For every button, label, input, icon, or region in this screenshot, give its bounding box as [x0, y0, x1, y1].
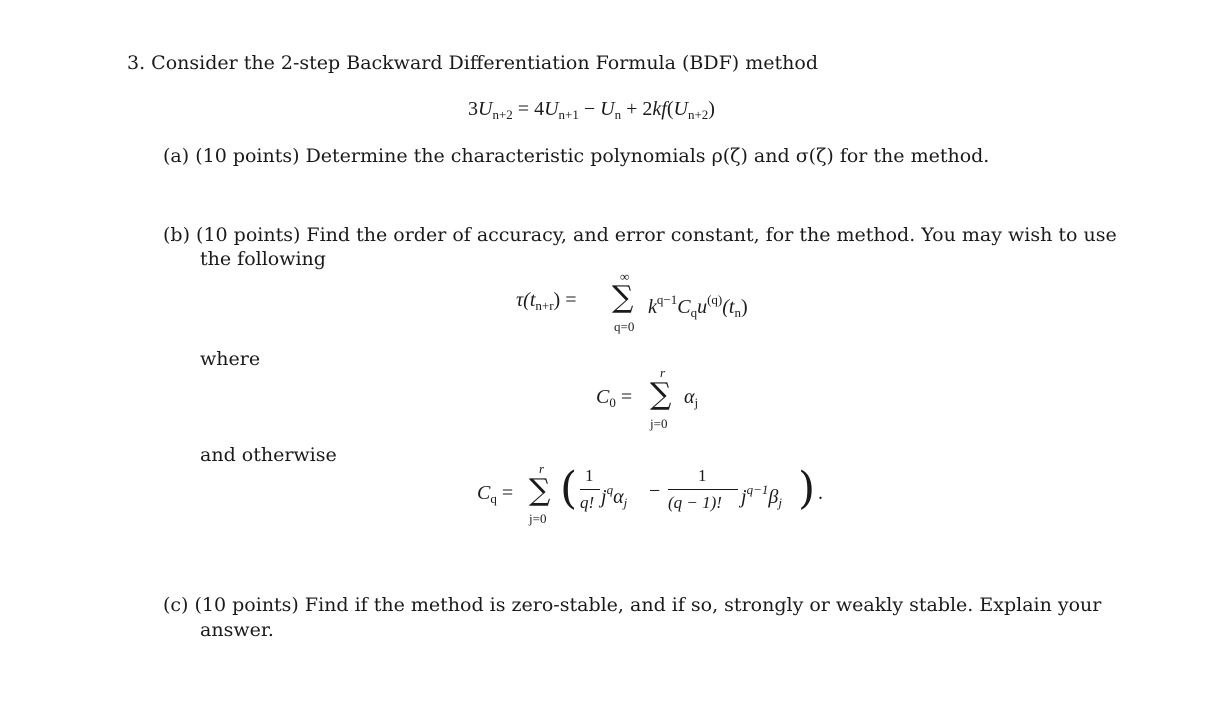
c0-C: C [596, 386, 610, 408]
c0-alpha: α [684, 386, 695, 408]
otherwise-label: and otherwise [200, 444, 337, 466]
cq-paren-open: ( [560, 463, 578, 514]
cq-sum-sigma: ∑ [529, 473, 551, 508]
eq-paren-open: ( [666, 98, 674, 120]
cq-j2-sup: q−1 [746, 482, 769, 497]
cq-beta-sub: j [778, 495, 782, 510]
cq-j2: j [741, 486, 747, 508]
c0-alpha-sub: j [694, 395, 699, 410]
problem-intro: 3. Consider the 2-step Backward Differentiation Formula (BDF) method [127, 52, 818, 74]
cq-j-sup: q [606, 482, 614, 497]
eq-u3-sub: n [614, 107, 622, 122]
eq-u1: U [478, 98, 493, 120]
where-label: where [200, 348, 261, 370]
cq-period: . [818, 482, 823, 504]
cq-alpha: α [613, 486, 624, 508]
frac2-num: 1 [698, 466, 707, 485]
part-b-line2: the following [200, 248, 326, 270]
tau-arg-close: ) [740, 296, 748, 318]
tau-u-sup: (q) [707, 292, 723, 307]
cq-sum-bottom: j=0 [529, 511, 547, 526]
frac1-num: 1 [585, 466, 594, 485]
eq-kf: kf [652, 98, 667, 120]
part-b-line1: (b) (10 points) Find the order of accuracy, and error constant, for the method. You may wish to use [163, 224, 1117, 246]
frac1-line [580, 489, 600, 490]
cq-j: j [601, 486, 607, 508]
cq-minus: − [649, 480, 661, 502]
cq-lhs [477, 481, 513, 511]
eq-u1-sub: n+2 [492, 107, 513, 122]
c0-rhs [684, 385, 698, 415]
c0-lhs [596, 385, 632, 415]
eq-u2-sub: n+1 [558, 107, 579, 122]
tau-u: u [697, 296, 708, 318]
eq-u4-sub: n+2 [687, 107, 709, 122]
eq-minus: − [578, 98, 601, 120]
frac2-den: (q − 1)! [668, 493, 722, 512]
tau-arg: (t [722, 296, 735, 318]
eq-paren-close: ) [708, 98, 715, 120]
tau-k: k [648, 296, 657, 318]
part-c-line1: (c) (10 points) Find if the method is zero-stable, and if so, strongly or weakly stable. Explain your [163, 594, 1102, 616]
cq-paren-close: ) [798, 463, 816, 514]
tau-lhs-close: ) = [553, 289, 577, 311]
tau-sum-bottom: q=0 [614, 319, 635, 334]
tau-C-sub: q [690, 305, 698, 320]
tau-arg-sub: n [734, 305, 741, 320]
frac1-den: q! [580, 493, 595, 512]
eq-u4: U [673, 98, 688, 120]
bdf-equation [468, 97, 715, 127]
cq-C: C [477, 482, 491, 504]
tau-rhs [648, 288, 748, 325]
eq-equals: = 4 [512, 98, 545, 120]
cq-sum-top: r [539, 461, 545, 476]
cq-beta: β [768, 486, 779, 508]
frac2-line [668, 489, 738, 490]
tau-lhs [516, 288, 577, 318]
eq-u2: U [544, 98, 559, 120]
tau-k-sup: q−1 [656, 292, 678, 307]
part-c-line2: answer. [200, 619, 274, 641]
cq-alpha-sub: j [623, 495, 628, 510]
tau-C: C [677, 296, 691, 318]
tau-symbol: τ(t [516, 289, 536, 311]
cq-eq: = [496, 482, 514, 504]
eq-plus: + 2 [621, 98, 653, 120]
eq-coef: 3 [468, 98, 478, 120]
c0-sum-top: r [660, 365, 666, 380]
c0-sum-bottom: j=0 [650, 416, 668, 431]
part-a-text: (a) (10 points) Determine the characteristic polynomials ρ(ζ) and σ(ζ) for the method. [163, 145, 990, 167]
tau-sum-sigma: ∑ [612, 280, 634, 315]
tau-sum-top: ∞ [620, 269, 630, 284]
cq-term1 [601, 478, 627, 515]
c0-sum-sigma: ∑ [650, 377, 672, 412]
eq-u3: U [600, 98, 615, 120]
cq-sub: q [490, 491, 497, 506]
cq-term2 [741, 478, 782, 515]
tau-lhs-sub: n+r [535, 298, 554, 313]
c0-sub: 0 [609, 395, 616, 410]
c0-eq: = [615, 386, 633, 408]
